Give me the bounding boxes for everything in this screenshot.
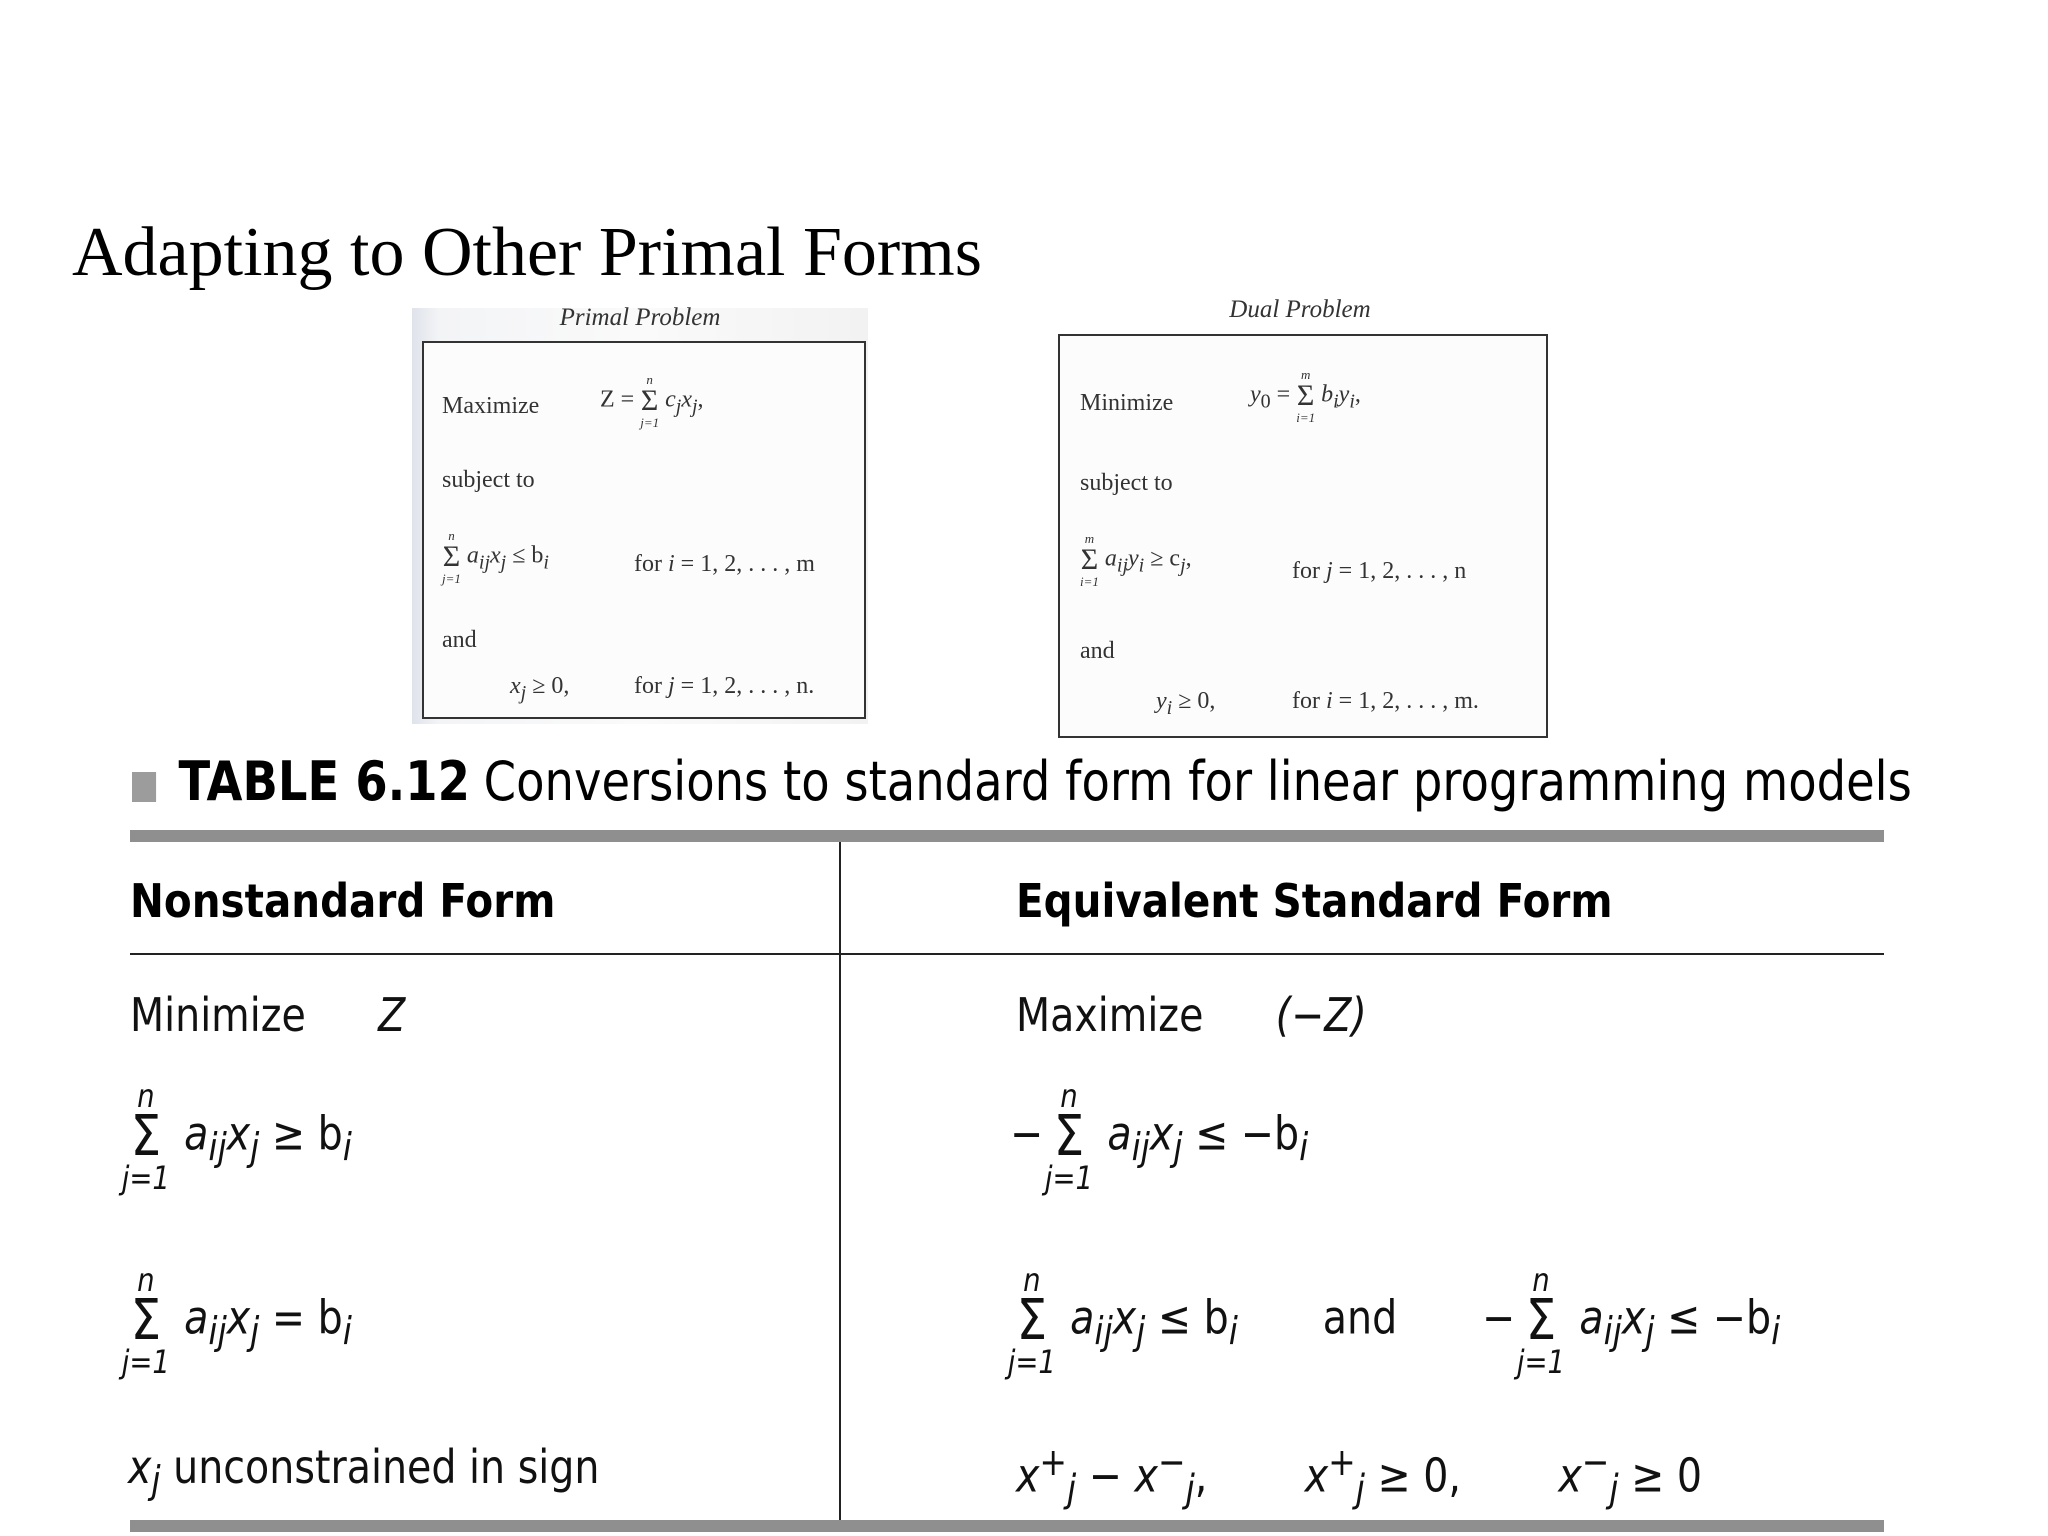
- dual-objective-sum: m Σ i=1: [1296, 367, 1316, 425]
- dual-constraint-sum: m Σ i=1: [1080, 531, 1099, 589]
- primal-objective-sum: n Σ j=1: [640, 372, 660, 430]
- primal-subject-to: subject to: [442, 467, 535, 493]
- primal-caption: Primal Problem: [559, 304, 721, 331]
- table-column-divider: [839, 842, 841, 1526]
- summation-sign: n Σ j=1: [121, 1077, 170, 1198]
- primal-constraint-sum: n Σ j=1: [442, 528, 461, 586]
- row3-and: and: [1322, 1290, 1398, 1345]
- summation-sign: n Σ j=1: [121, 1261, 170, 1382]
- summation-sign: n Σ j=1: [1516, 1261, 1566, 1382]
- primal-constraint-range: for i = 1, 2, . . . , m: [634, 551, 815, 577]
- primal-and: and: [442, 627, 477, 653]
- row4-nonstandard: $x_j$ unconstrained in sign: [128, 1440, 600, 1504]
- table-header-rule: [130, 953, 1884, 955]
- header-nonstandard-form: Nonstandard Form: [130, 874, 556, 928]
- header-equivalent-standard-form: Equivalent Standard Form: [1016, 874, 1613, 928]
- summation-sign: n Σ j=1: [1044, 1077, 1094, 1198]
- row3-standard: n Σ j=1 $a_{ij}x_j \le b_i$ and − n Σ j=1 $a_{ij}x_j \le -b_i$: [1007, 1261, 1781, 1382]
- dual-nonnegativity-range: for i = 1, 2, . . . , m.: [1292, 688, 1479, 714]
- dual-constraint: m Σ i=1 $a_{ij}y_i \ge c_j$,: [1080, 531, 1192, 589]
- table-top-rule: [130, 830, 1884, 842]
- dual-constraint-range: for j = 1, 2, . . . , n: [1292, 558, 1467, 584]
- primal-problem-box: [422, 341, 866, 719]
- dual-problem-box: [1058, 334, 1548, 738]
- summation-sign: n Σ j=1: [1007, 1261, 1056, 1382]
- dual-and: and: [1080, 638, 1115, 664]
- dual-subject-to: subject to: [1080, 470, 1173, 496]
- row1-standard: Maximize (−Z): [1016, 988, 1367, 1042]
- table-caption-text: Conversions to standard form for linear programming models: [483, 750, 1912, 813]
- row3-nonstandard: n Σ j=1 $a_{ij}x_j = b_i$: [121, 1261, 352, 1382]
- primal-nonnegativity: $x_j \ge 0$,: [510, 673, 570, 704]
- dual-nonnegativity: $y_i \ge 0$,: [1156, 688, 1216, 719]
- table-caption: [132, 750, 1912, 813]
- row2-nonstandard: n Σ j=1 $a_{ij}x_j \ge b_i$: [121, 1077, 352, 1198]
- dual-objective: $y_0$ = m Σ i=1 $b_iy_i$,: [1250, 367, 1361, 425]
- caption-square-icon: [132, 772, 156, 802]
- dual-minimize-label: Minimize: [1080, 390, 1174, 416]
- row2-standard: − n Σ j=1 $a_{ij}x_j \le -b_i$: [1010, 1077, 1309, 1198]
- row1-nonstandard: Minimize Z: [130, 988, 406, 1042]
- primal-maximize-label: Maximize: [442, 393, 540, 419]
- primal-nonnegativity-range: for j = 1, 2, . . . , n.: [634, 673, 815, 699]
- primal-objective-lhs: Z =: [600, 386, 635, 413]
- primal-objective: Z = n Σ j=1 $c_jx_j$,: [600, 372, 704, 430]
- row4-standard: $x^+_j - x^-_j$, $x^+_j \ge 0$, $x^-_j \ge 0$: [1016, 1440, 1703, 1512]
- table-label: TABLE 6.12: [178, 750, 470, 813]
- table-bottom-rule: [130, 1520, 1884, 1532]
- slide-title: Adapting to Other Primal Forms: [72, 214, 982, 291]
- primal-constraint: n Σ j=1 $a_{ij}x_j \le b_i$: [442, 528, 549, 586]
- dual-caption: Dual Problem: [1229, 296, 1371, 323]
